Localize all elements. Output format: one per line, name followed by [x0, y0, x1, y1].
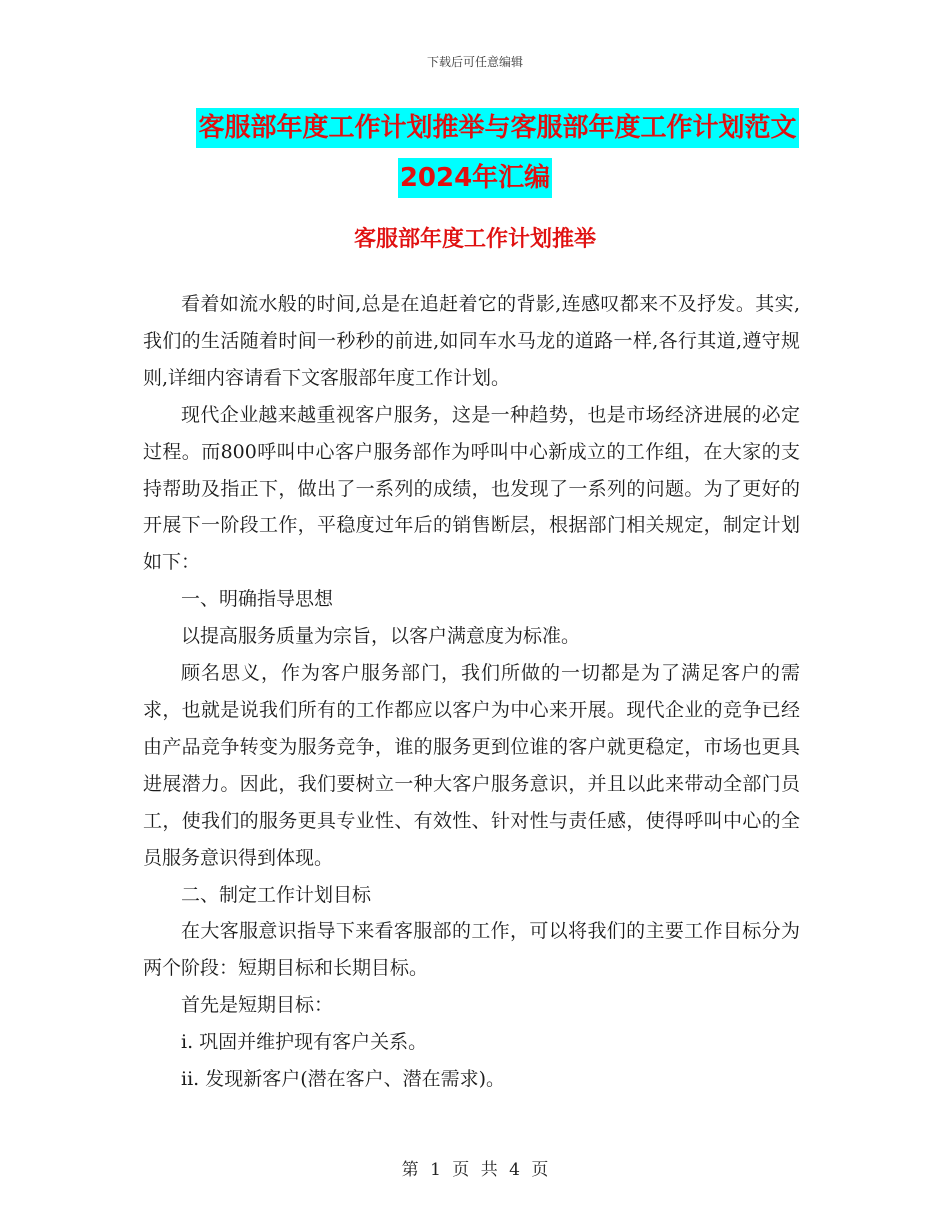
- document-title-line-2: 2024年汇编: [398, 158, 552, 198]
- section-title: 客服部年度工作计划推举: [353, 227, 596, 252]
- page-footer: 第 1 页 共 4 页: [401, 1160, 549, 1180]
- paragraph-service-awareness: 顾名思义，作为客户服务部门，我们所做的一切都是为了满足客户的需求，也就是说我们所有的工作都应以客户为中心来开展。现代企业的竞争已经由产品竞争转变为服务竞争，谁的服务更到位谁的客户就更稳定，市场也更具进展潜力。因此，我们要树立一种大客户服务意识，并且以此来带动全部门员工，使我们的服务更具专业性、有效性、针对性与责任感，使得呼叫中心的全员服务意识得到体现。: [143, 662, 800, 869]
- paragraph-principle: 以提高服务质量为宗旨，以客户满意度为标准。: [181, 625, 581, 648]
- document-title-line-1: 客服部年度工作计划推举与客服部年度工作计划范文: [196, 108, 798, 148]
- paragraph-context: 现代企业越来越重视客户服务，这是一种趋势，也是市场经济进展的必定过程。而800呼叫中心客户服务部作为呼叫中心新成立的工作组，在大家的支持帮助及指正下，做出了一系列的成绩，也发现了一系列的问题。为了更好的开展下一阶段工作，平稳度过年后的销售断层，根据部门相关规定，制定计划如下：: [143, 403, 800, 574]
- list-item-goal-1: i. 巩固并维护现有客户关系。: [181, 1031, 428, 1054]
- heading-guiding-idea: 一、明确指导思想: [181, 588, 334, 611]
- document-body: [143, 286, 800, 1098]
- page-header-note: 下载后可任意编辑: [426, 55, 523, 69]
- document-title: [0, 108, 950, 198]
- heading-work-goals: 二、制定工作计划目标: [181, 883, 372, 906]
- list-item-goal-2: ii. 发现新客户(潜在客户、潜在需求)。: [181, 1068, 506, 1091]
- paragraph-short-term: 首先是短期目标：: [181, 994, 334, 1017]
- paragraph-intro: 看着如流水般的时间,总是在追赶着它的背影,连感叹都来不及抒发。其实,我们的生活随着时间一秒秒的前进,如同车水马龙的道路一样,各行其道,遵守规则,详细内容请看下文客服部年度工作计划。: [143, 293, 800, 389]
- paragraph-goal-stages: 在大客服意识指导下来看客服部的工作，可以将我们的主要工作目标分为两个阶段：短期目标和长期目标。: [143, 920, 800, 980]
